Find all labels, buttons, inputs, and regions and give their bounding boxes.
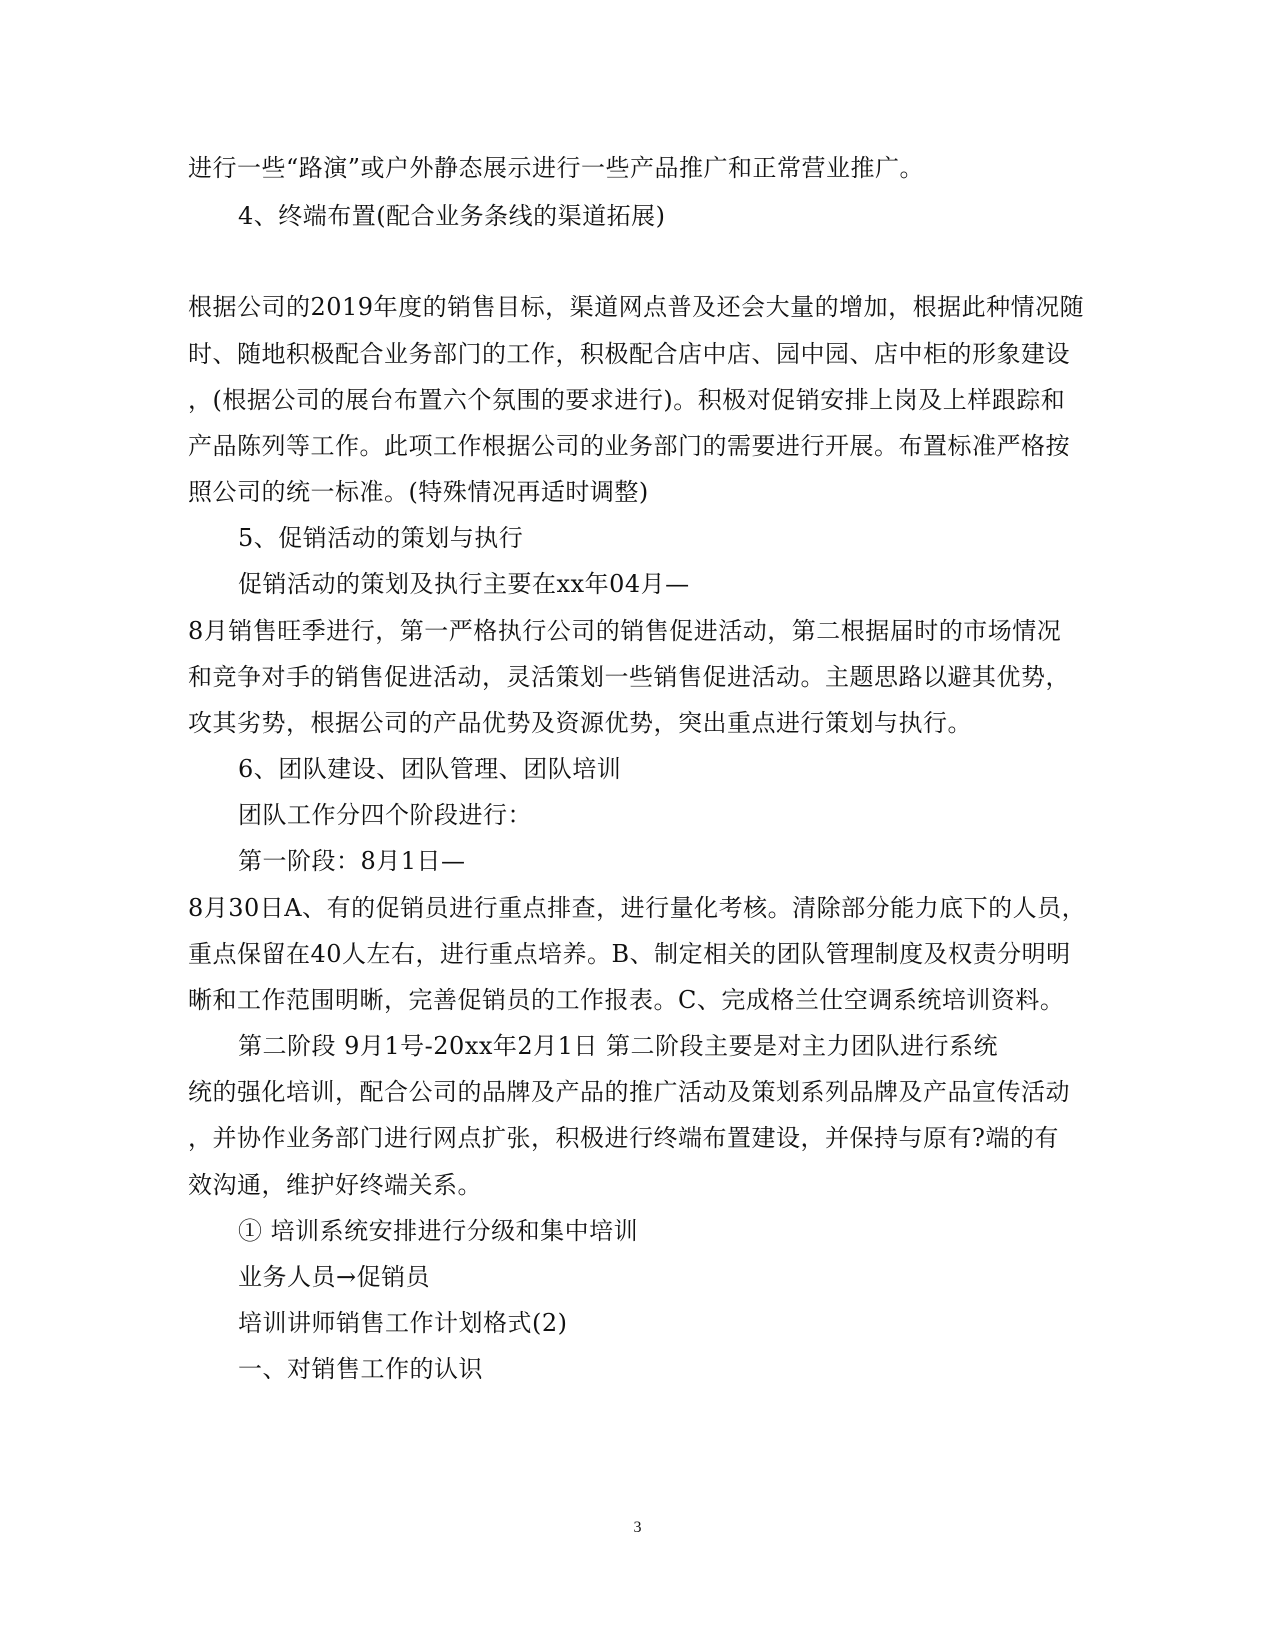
paragraph-line: 8月30日A、有的促销员进行重点排查，进行量化考核。清除部分能力底下的人员， xyxy=(188,894,1087,922)
paragraph-line: 统的强化培训，配合公司的品牌及产品的推广活动及策划系列品牌及产品宣传活动 xyxy=(188,1078,1070,1106)
paragraph-line: 进行一些“路演”或户外静态展示进行一些产品推广和正常营业推广。 xyxy=(188,154,925,182)
section-heading: 6、团队建设、团队管理、团队培训 xyxy=(238,755,622,783)
paragraph-line: 晰和工作范围明晰，完善促销员的工作报表。C、完成格兰仕空调系统培训资料。 xyxy=(188,986,1065,1014)
paragraph-line: 产品陈列等工作。此项工作根据公司的业务部门的需要进行开展。布置标准严格按 xyxy=(188,432,1070,460)
section-heading: 4、终端布置(配合业务条线的渠道拓展) xyxy=(238,202,666,230)
paragraph-line: 攻其劣势，根据公司的产品优势及资源优势，突出重点进行策划与执行。 xyxy=(188,709,972,737)
section-heading: 一、对销售工作的认识 xyxy=(238,1355,483,1383)
paragraph-line: 第二阶段 9月1号-20xx年2月1日 第二阶段主要是对主力团队进行系统 xyxy=(238,1032,999,1060)
page-number: 3 xyxy=(633,1519,642,1536)
paragraph-line: 时、随地积极配合业务部门的工作，积极配合店中店、园中园、店中柜的形象建设 xyxy=(188,340,1070,368)
paragraph-line: ，并协作业务部门进行网点扩张，积极进行终端布置建设，并保持与原有?端的有 xyxy=(188,1124,1059,1152)
paragraph-line: 重点保留在40人左右，进行重点培养。B、制定相关的团队管理制度及权责分明明 xyxy=(188,940,1071,968)
paragraph-line: 业务人员→促销员 xyxy=(238,1263,431,1291)
paragraph-line: ，(根据公司的展台布置六个氛围的要求进行)。积极对促销安排上岗及上样跟踪和 xyxy=(188,386,1066,414)
section-heading: 5、促销活动的策划与执行 xyxy=(238,524,524,552)
paragraph-line: 第一阶段：8月1日— xyxy=(238,847,466,875)
section-heading: 培训讲师销售工作计划格式(2) xyxy=(238,1309,568,1337)
paragraph-line: 8月销售旺季进行，第一严格执行公司的销售促进活动，第二根据届时的市场情况 xyxy=(188,617,1062,645)
paragraph-line: 团队工作分四个阶段进行： xyxy=(238,801,532,829)
paragraph-line: 效沟通，维护好终端关系。 xyxy=(188,1171,482,1199)
paragraph-line: 和竞争对手的销售促进活动，灵活策划一些销售促进活动。主题思路以避其优势， xyxy=(188,663,1070,691)
paragraph-line: 照公司的统一标准。(特殊情况再适时调整) xyxy=(188,478,649,506)
paragraph-line: 根据公司的2019年度的销售目标，渠道网点普及还会大量的增加，根据此种情况随 xyxy=(188,293,1085,321)
list-item: ① 培训系统安排进行分级和集中培训 xyxy=(238,1217,639,1245)
paragraph-line: 促销活动的策划及执行主要在xx年04月— xyxy=(238,570,690,598)
